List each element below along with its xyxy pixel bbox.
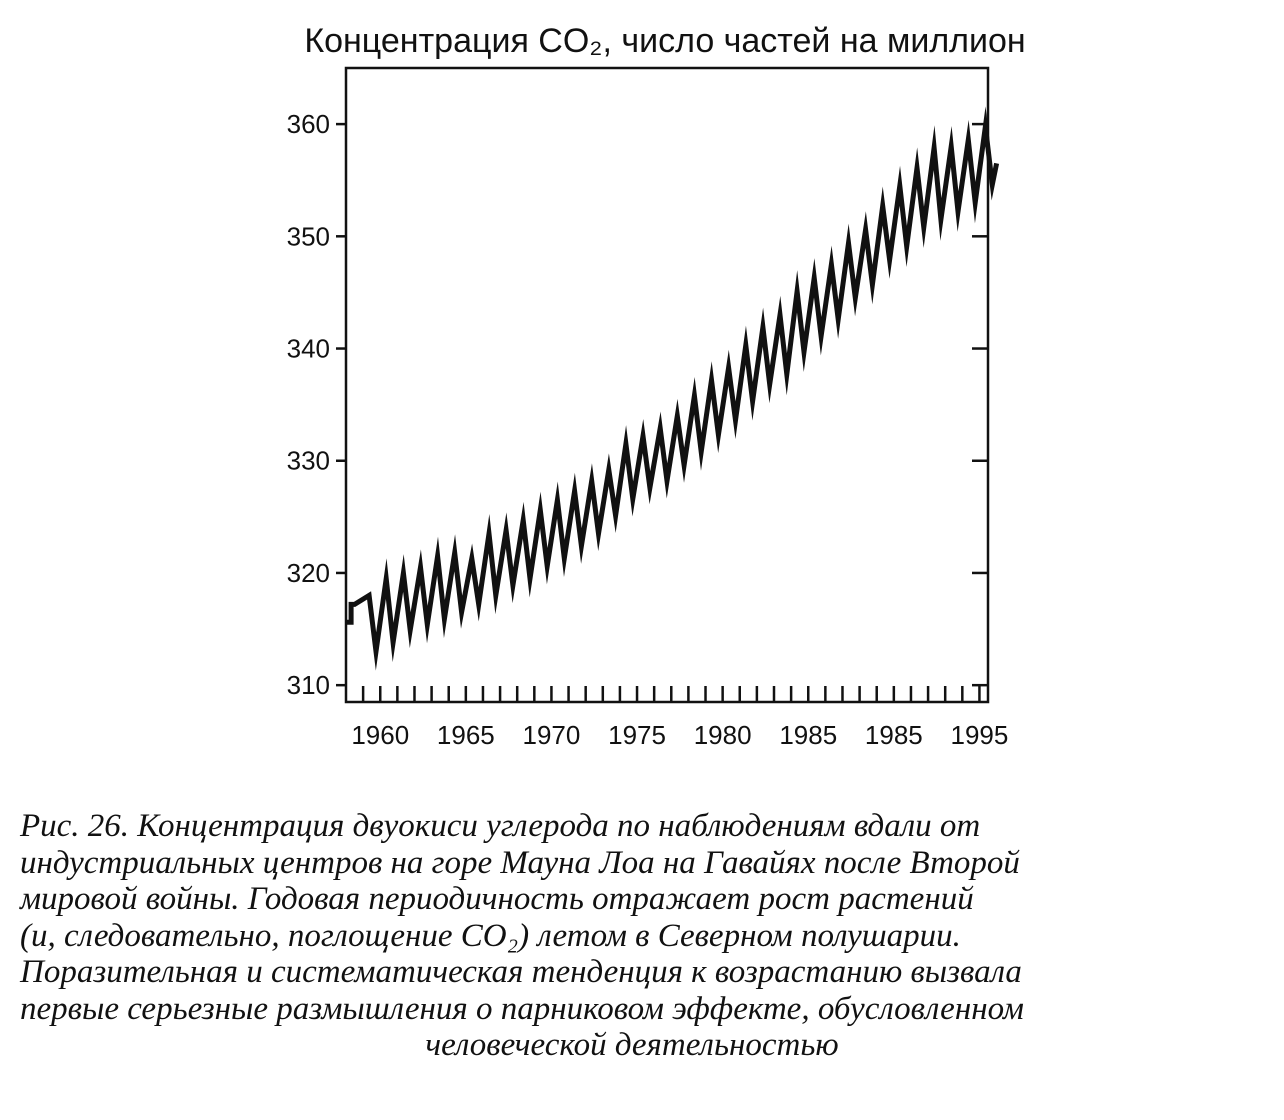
caption-line: мировой войны. Годовая периодичность отражает рост растений — [20, 881, 974, 917]
x-axis — [351, 686, 1008, 750]
y-tick-label: 340 — [286, 333, 330, 364]
x-tick-label: 1970 — [522, 720, 581, 750]
x-tick-label: 1980 — [693, 720, 752, 750]
y-tick-label: 310 — [286, 670, 330, 701]
y-tick-label: 360 — [286, 109, 330, 140]
x-tick-label: 1965 — [436, 720, 495, 750]
caption-line: (и, следовательно, поглощение CO₂) летом в Северном полушарии. — [20, 917, 961, 954]
x-tick-label: 1985 — [864, 720, 923, 750]
caption-line: индустриальных центров на горе Мауна Лоа на Гавайях после Второй — [20, 844, 1020, 881]
chart-title: Концентрация CO₂, число частей на миллион — [304, 22, 1026, 60]
caption-line: первые серьезные размышления о парниковом эффекте, обусловленном — [20, 990, 1024, 1027]
y-tick-label: 350 — [286, 221, 330, 252]
caption-line: Поразительная и систематическая тенденция к возрастанию вызвала — [20, 954, 1022, 990]
x-tick-label: 1995 — [950, 720, 1009, 750]
x-tick-label: 1985 — [779, 720, 838, 750]
y-tick-label: 320 — [286, 557, 330, 588]
x-tick-label: 1960 — [351, 720, 410, 750]
y-tick-label: 330 — [286, 445, 330, 476]
caption-line: Рис. 26. Концентрация двуокиси углерода по наблюдениям вдали от — [20, 808, 981, 844]
co2-series-line — [346, 126, 997, 651]
figure-caption — [20, 808, 1244, 1064]
x-tick-label: 1975 — [608, 720, 666, 750]
caption-line: человеческой деятельностью — [425, 1027, 839, 1063]
